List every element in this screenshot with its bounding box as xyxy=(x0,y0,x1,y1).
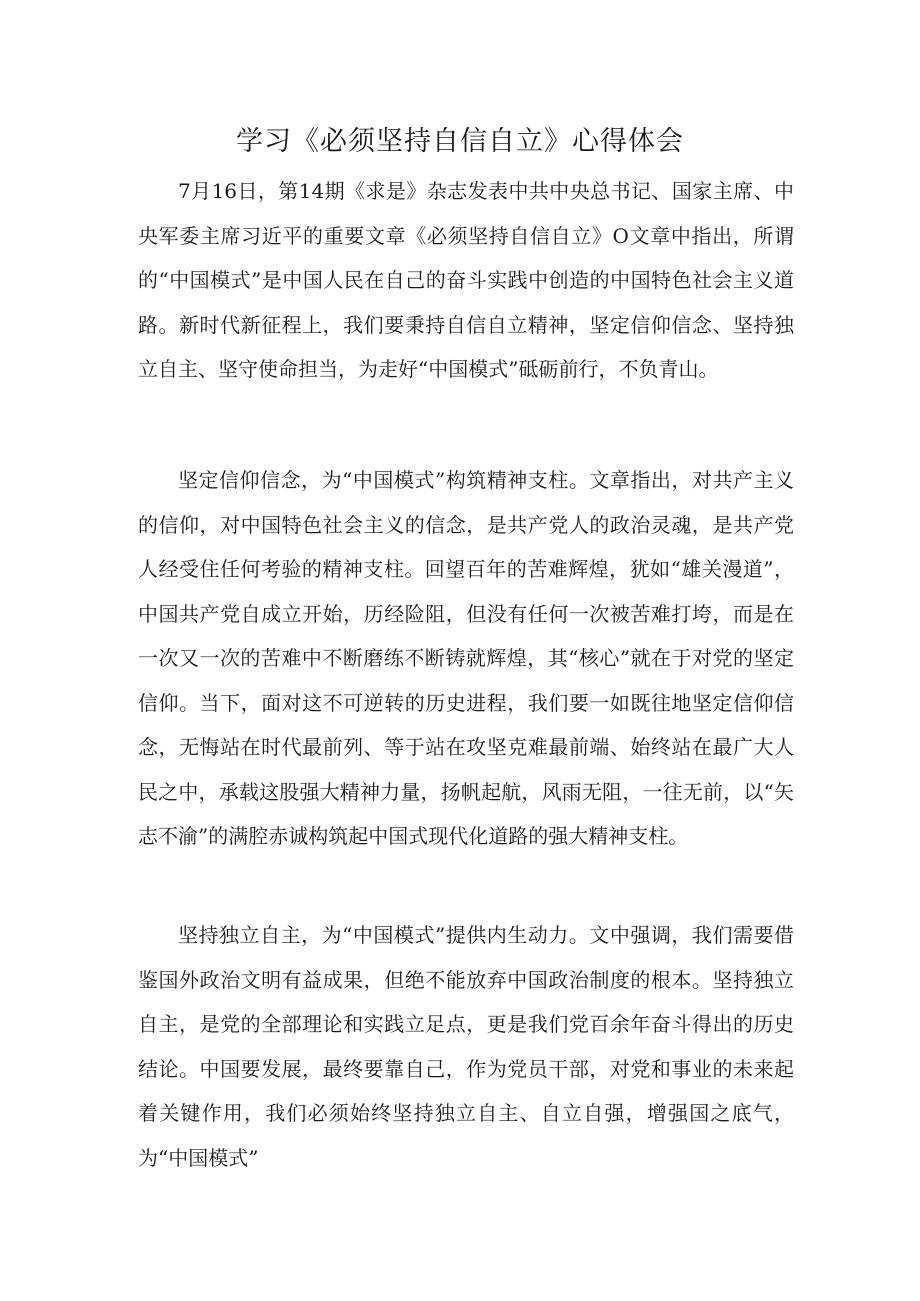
document-title: 学习《必须坚持自信自立》心得体会 xyxy=(236,126,684,157)
paragraph-intro: 7月16日，第14期《求是》杂志发表中共中央总书记、国家主席、中央军委主席习近平的重要文章《必须坚持自信自立》O文章中指出，所谓的“中国模式”是中国人民在自己的奋斗实践中创造的中国特色社会主义道路。新时代新征程上，我们要秉持自信自立精神，坚定信仰信念、坚持独立自主、坚守使命担当，为走好“中国模式”砥砺前行，不负青山。 xyxy=(138,179,794,381)
paragraph-faith: 坚定信仰信念，为“中国模式”构筑精神支柱。文章指出，对共产主义的信仰，对中国特色社会主义的信念，是共产党人的政治灵魂，是共产党人经受住任何考验的精神支柱。回望百年的苦难辉煌，犹如“雄关漫道”，中国共产党自成立开始，历经险阻，但没有任何一次被苦难打垮，而是在一次又一次的苦难中不断磨练不断铸就辉煌，其“核心”就在于对党的坚定信仰。当下，面对这不可逆转的历史进程，我们要一如既往地坚定信仰信念，无悔站在时代最前列、等于站在攻坚克难最前端、始终站在最广大人民之中，承载这股强大精神力量，扬帆起航，风雨无阻，一往无前，以“矢志不渝”的满腔赤诚构筑起中国式现代化道路的强大精神支柱。 xyxy=(138,468,794,848)
paragraph-independence: 坚持独立自主，为“中国模式”提供内生动力。文中强调，我们需要借鉴国外政治文明有益成果，但绝不能放弃中国政治制度的根本。坚持独立自主，是党的全部理论和实践立足点，更是我们党百余年奋斗得出的历史结论。中国要发展，最终要靠自己，作为党员干部，对党和事业的未来起着关键作用，我们必须始终坚持独立自主、自立自强，增强国之底气，为“中国模式” xyxy=(138,923,794,1170)
